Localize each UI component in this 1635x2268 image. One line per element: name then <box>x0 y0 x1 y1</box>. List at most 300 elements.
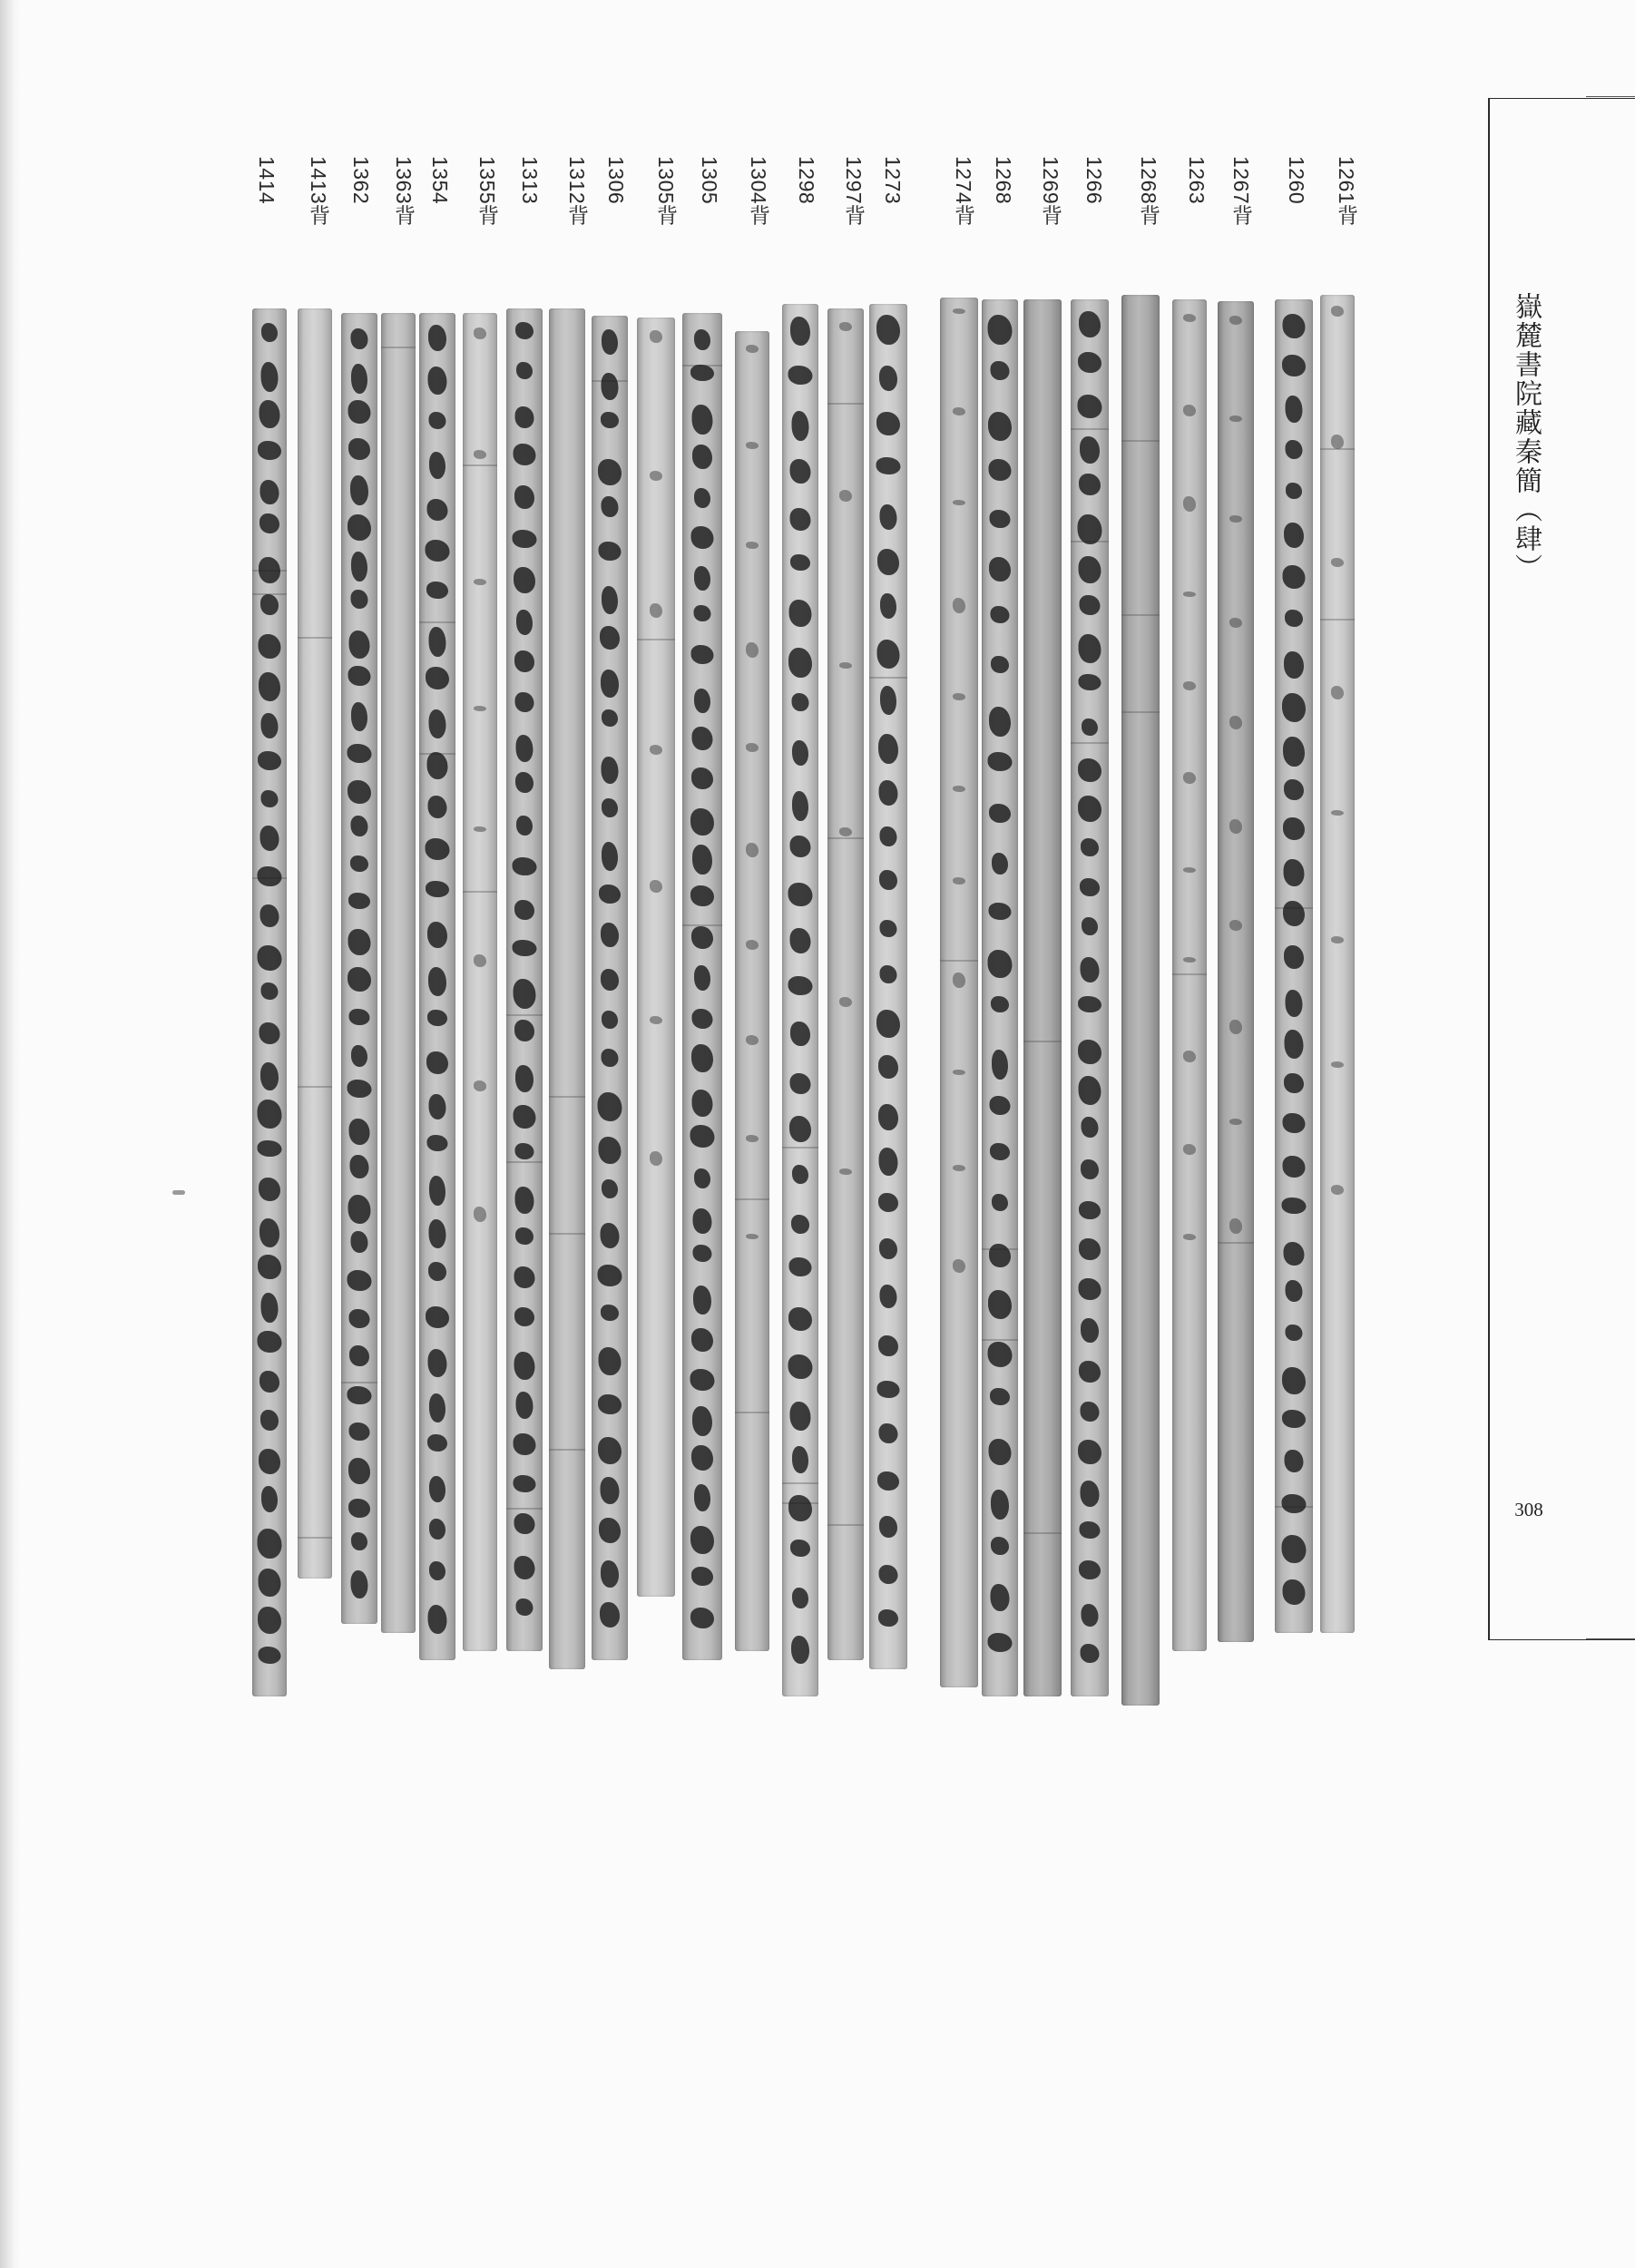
ink-character <box>694 488 710 508</box>
ink-character <box>259 1449 280 1474</box>
ink-character <box>792 1165 808 1184</box>
ink-character <box>1078 796 1101 822</box>
stray-mark <box>172 1190 185 1195</box>
ink-character <box>599 885 621 904</box>
ink-character <box>260 904 279 927</box>
ink-character <box>513 530 537 548</box>
ink-character <box>348 400 371 424</box>
ink-character <box>988 1342 1013 1367</box>
ink-character <box>260 1410 279 1431</box>
slip-grain-line <box>827 1524 864 1526</box>
ink-character <box>650 1151 662 1166</box>
ink-character <box>474 1207 486 1222</box>
ink-character <box>427 1434 447 1452</box>
ink-character <box>259 557 280 583</box>
ink-character <box>348 1499 370 1518</box>
ink-character <box>792 740 808 766</box>
ink-character <box>1283 565 1306 589</box>
ink-character <box>351 552 367 582</box>
slip-grain-line <box>782 1147 818 1149</box>
ink-character <box>602 798 618 817</box>
ink-character <box>351 702 367 731</box>
ink-character <box>1286 483 1302 499</box>
ink-character <box>989 1244 1011 1267</box>
ink-character <box>348 438 370 460</box>
ink-character <box>790 1022 810 1046</box>
ink-character <box>259 513 279 533</box>
ink-character <box>790 836 811 857</box>
ink-character <box>474 327 486 339</box>
ink-character <box>427 1135 448 1151</box>
ink-character <box>261 1293 279 1323</box>
slip-number-label: 1413背 <box>307 156 330 226</box>
ink-character <box>260 594 279 615</box>
ink-character <box>877 640 900 669</box>
slip-grain-line <box>381 347 416 348</box>
ink-character <box>348 929 371 955</box>
ink-character <box>259 672 280 701</box>
ink-character <box>1078 1040 1101 1064</box>
ink-character <box>599 542 622 561</box>
ink-character <box>1283 817 1305 840</box>
slip-grain-line <box>506 1161 543 1163</box>
ink-character <box>988 412 1012 441</box>
slip-grain-line <box>549 1449 585 1451</box>
ink-character <box>348 1195 371 1224</box>
ink-character <box>880 965 897 983</box>
ink-character <box>693 1245 712 1262</box>
ink-character <box>878 1193 898 1212</box>
ink-character <box>258 945 282 971</box>
ink-character <box>426 881 449 897</box>
ink-character <box>1079 1076 1101 1105</box>
ink-character <box>602 373 619 400</box>
ink-character <box>746 442 759 449</box>
ink-character <box>1183 681 1196 690</box>
ink-character <box>258 866 282 886</box>
slip-number-label: 1266 <box>1082 156 1106 205</box>
ink-character <box>690 1526 714 1554</box>
bamboo-slip <box>1320 295 1355 1633</box>
ink-character <box>428 325 446 351</box>
slip-number-label: 1305背 <box>654 156 678 226</box>
ink-character <box>1082 917 1098 935</box>
ink-character <box>258 1607 281 1634</box>
ink-character <box>1081 1318 1099 1343</box>
ink-character <box>991 606 1010 623</box>
slip-grain-line <box>1121 614 1160 616</box>
ink-character <box>694 689 710 713</box>
ink-character <box>746 1135 759 1142</box>
ink-character <box>691 1567 713 1586</box>
ink-character <box>515 772 534 793</box>
slip-grain-line <box>1071 428 1109 430</box>
ink-character <box>693 1208 712 1234</box>
ink-character <box>989 903 1012 920</box>
slip-grain-line <box>1320 619 1355 621</box>
ink-character <box>598 1437 622 1464</box>
ink-character <box>474 706 486 711</box>
ink-character <box>690 1369 715 1391</box>
ink-character <box>514 1020 534 1041</box>
ink-character <box>349 1009 370 1025</box>
ink-character <box>429 452 445 479</box>
ink-character <box>746 345 759 353</box>
ink-character <box>880 593 896 619</box>
ink-character <box>953 500 965 505</box>
bamboo-slip <box>1023 299 1062 1696</box>
ink-character <box>878 734 898 764</box>
ink-character <box>349 1422 370 1441</box>
ink-character <box>879 870 897 890</box>
ink-character <box>691 1445 713 1471</box>
ink-character <box>1082 1604 1099 1627</box>
ink-character <box>1183 591 1196 597</box>
ink-character <box>839 662 852 669</box>
slip-number-label: 1304背 <box>747 156 770 226</box>
ink-character <box>879 1423 898 1443</box>
ink-character <box>601 1477 620 1504</box>
ink-character <box>788 1354 813 1379</box>
ink-character <box>792 693 809 711</box>
ink-character <box>953 973 965 988</box>
bamboo-slip <box>506 308 543 1651</box>
ink-character <box>429 1393 445 1422</box>
ink-character <box>992 1194 1008 1211</box>
ink-character <box>258 1331 282 1353</box>
ink-character <box>427 752 448 779</box>
slip-grain-line <box>506 1014 543 1016</box>
ink-character <box>839 490 852 502</box>
ink-character <box>694 965 710 991</box>
slip-number-label: 1269背 <box>1039 156 1062 226</box>
ink-character <box>789 1116 811 1142</box>
ink-character <box>692 1009 713 1029</box>
ink-character <box>692 405 713 435</box>
ink-character <box>260 480 279 504</box>
ink-character <box>602 1049 619 1067</box>
ink-character <box>880 504 897 530</box>
ink-character <box>261 323 278 342</box>
ink-character <box>991 1584 1010 1611</box>
ink-character <box>1079 311 1101 337</box>
book-title: 嶽麓書院藏秦簡（肆） <box>1510 292 1542 582</box>
ink-character <box>1183 867 1196 873</box>
binding-shadow <box>0 0 20 2268</box>
ink-character <box>690 885 714 906</box>
ink-character <box>1286 396 1303 423</box>
ink-character <box>1331 686 1344 699</box>
ink-character <box>515 322 534 339</box>
ink-character <box>428 1349 447 1377</box>
slip-grain-line <box>1023 1532 1062 1534</box>
slip-grain-line <box>298 1086 332 1088</box>
ink-character <box>788 648 812 678</box>
ink-character <box>1079 556 1101 583</box>
ink-character <box>600 626 620 650</box>
ink-character <box>259 634 281 659</box>
slip-grain-line <box>827 403 864 405</box>
slip-number-label: 1261背 <box>1335 156 1358 226</box>
ink-character <box>880 920 897 937</box>
ink-character <box>989 804 1011 823</box>
ink-character <box>1283 1156 1306 1178</box>
ink-character <box>516 610 533 635</box>
ink-character <box>650 603 662 618</box>
ink-character <box>351 1570 368 1598</box>
ink-character <box>602 757 619 784</box>
ink-character <box>1183 957 1196 963</box>
ink-character <box>429 1094 446 1119</box>
slip-number-label: 1355背 <box>475 156 499 226</box>
ink-character <box>1283 901 1305 926</box>
ink-character <box>1183 405 1196 416</box>
ink-character <box>351 328 368 349</box>
slip-number-label: 1268背 <box>1137 156 1160 226</box>
ink-character <box>602 586 618 614</box>
slip-grain-line <box>463 891 497 893</box>
bamboo-slip <box>381 313 416 1633</box>
slip-number-label: 1274背 <box>952 156 975 226</box>
ink-character <box>1079 674 1101 690</box>
ink-character <box>602 709 618 727</box>
ink-character <box>1079 1278 1101 1300</box>
ink-character <box>879 1565 898 1584</box>
ink-character <box>746 542 759 549</box>
ink-character <box>878 1055 898 1079</box>
ink-character <box>427 922 447 948</box>
ink-character <box>690 365 714 381</box>
ink-character <box>602 842 618 871</box>
ink-character <box>1183 1234 1196 1240</box>
ink-character <box>1229 716 1242 729</box>
bamboo-slip <box>827 308 864 1660</box>
ink-character <box>1284 859 1305 886</box>
ink-character <box>879 780 898 806</box>
ink-character <box>650 880 662 893</box>
bamboo-slip <box>463 313 497 1651</box>
ink-character <box>991 361 1010 380</box>
ink-character <box>602 1179 618 1198</box>
ink-character <box>1079 634 1101 663</box>
ink-character <box>351 1045 367 1067</box>
ink-character <box>602 329 618 355</box>
ink-character <box>694 605 711 621</box>
ink-character <box>474 954 486 967</box>
ink-character <box>692 727 713 750</box>
ink-character <box>839 827 852 836</box>
ink-character <box>348 1386 372 1404</box>
ink-character <box>690 1125 715 1148</box>
ink-character <box>515 406 534 428</box>
ink-character <box>690 808 714 836</box>
ink-character <box>691 767 713 789</box>
bamboo-slip <box>637 318 675 1597</box>
ink-character <box>599 1347 622 1375</box>
ink-character <box>601 1223 620 1248</box>
ink-character <box>988 315 1013 345</box>
ink-character <box>600 1602 620 1628</box>
bamboo-slip <box>869 304 907 1669</box>
ink-character <box>992 853 1008 875</box>
ink-character <box>598 1265 622 1286</box>
ink-character <box>601 1305 619 1321</box>
ink-character <box>514 1475 536 1492</box>
ink-character <box>514 1352 535 1380</box>
ink-character <box>516 1598 534 1616</box>
slip-grain-line <box>735 1412 769 1413</box>
slip-grain-line <box>419 621 455 623</box>
ink-character <box>514 1307 534 1326</box>
bamboo-slip <box>592 316 628 1660</box>
ink-character <box>351 816 368 836</box>
ink-character <box>1080 1521 1101 1539</box>
ink-character <box>790 554 810 571</box>
ink-character <box>1331 306 1344 317</box>
slip-number-label: 1414 <box>255 156 279 205</box>
ink-character <box>1282 693 1306 722</box>
bamboo-slip <box>549 308 585 1669</box>
ink-character <box>650 1016 662 1024</box>
ink-character <box>601 969 619 991</box>
slip-grain-line <box>1218 1242 1254 1244</box>
bamboo-slip <box>1071 299 1109 1696</box>
slip-grain-line <box>1172 973 1207 975</box>
ink-character <box>988 752 1013 771</box>
ink-character <box>515 692 534 712</box>
slip-grain-line <box>1023 1041 1062 1042</box>
ink-character <box>1229 1020 1242 1034</box>
ink-character <box>514 650 534 672</box>
ink-character <box>474 826 486 832</box>
ink-character <box>991 1490 1009 1520</box>
ink-character <box>428 1262 446 1281</box>
slip-number-label: 1268 <box>992 156 1015 205</box>
ink-character <box>876 412 900 435</box>
ink-character <box>601 1560 619 1588</box>
ink-character <box>428 1605 447 1634</box>
slip-grain-line <box>827 837 864 839</box>
ink-character <box>514 1513 535 1534</box>
ink-character <box>1285 1450 1304 1472</box>
ink-character <box>514 1433 536 1455</box>
ink-character <box>880 826 897 846</box>
ink-character <box>691 926 713 949</box>
ink-character <box>1229 920 1242 931</box>
bamboo-slip <box>682 313 722 1660</box>
ink-character <box>348 780 371 804</box>
ink-character <box>1283 314 1306 338</box>
ink-character <box>1078 758 1101 782</box>
ink-character <box>690 1608 714 1628</box>
ink-character <box>515 1227 534 1245</box>
ink-character <box>789 1257 812 1276</box>
bamboo-slip <box>341 313 377 1624</box>
slip-grain-line <box>637 639 675 640</box>
ink-character <box>991 996 1009 1012</box>
ink-character <box>516 735 534 762</box>
slip-number-label: 1267背 <box>1229 156 1253 226</box>
ink-character <box>953 407 965 415</box>
ink-character <box>601 412 619 428</box>
ink-character <box>790 508 811 531</box>
ink-character <box>1283 1113 1306 1133</box>
ink-character <box>598 459 622 485</box>
ink-character <box>990 1096 1011 1115</box>
slip-number-label: 1363背 <box>392 156 416 226</box>
ink-character <box>691 645 714 664</box>
ink-character <box>746 1234 759 1239</box>
ink-character <box>990 1143 1010 1160</box>
ink-character <box>988 950 1013 978</box>
ink-character <box>1081 1159 1099 1179</box>
ink-character <box>953 786 965 792</box>
crop-mark-top <box>1586 96 1635 97</box>
ink-character <box>426 540 450 562</box>
ink-character <box>1284 651 1304 679</box>
ink-character <box>989 557 1011 582</box>
ink-character <box>1079 1201 1101 1219</box>
slip-number-label: 1273 <box>881 156 905 205</box>
ink-character <box>599 1518 621 1543</box>
slip-number-label: 1297背 <box>842 156 866 226</box>
ink-character <box>1286 440 1303 459</box>
slip-grain-line <box>940 960 978 962</box>
ink-character <box>429 1561 445 1580</box>
ink-character <box>1183 1144 1196 1155</box>
slip-grain-line <box>506 1508 543 1510</box>
ink-character <box>692 845 712 875</box>
ink-character <box>514 900 534 920</box>
ink-character <box>1331 435 1344 449</box>
crop-mark-bottom <box>1586 1638 1635 1639</box>
ink-character <box>348 514 371 541</box>
ink-character <box>879 1516 897 1538</box>
ink-character <box>694 566 710 591</box>
ink-character <box>429 1176 445 1206</box>
slip-grain-line <box>298 637 332 639</box>
ink-character <box>426 1051 448 1074</box>
ink-character <box>1229 618 1242 628</box>
ink-character <box>878 1104 898 1130</box>
ink-character <box>879 366 897 391</box>
ink-character <box>1286 1325 1303 1341</box>
ink-character <box>1286 1280 1303 1302</box>
ink-character <box>953 308 965 314</box>
slip-grain-line <box>549 1096 585 1098</box>
ink-character <box>474 1080 486 1091</box>
ink-character <box>348 1080 372 1098</box>
ink-character <box>515 1065 534 1092</box>
ink-character <box>514 567 535 593</box>
ink-character <box>513 857 537 875</box>
ink-character <box>650 745 662 755</box>
ink-character <box>258 1100 282 1129</box>
ink-character <box>989 459 1012 481</box>
ink-character <box>259 1218 279 1247</box>
ink-character <box>1284 1242 1305 1266</box>
ink-character <box>260 1062 279 1090</box>
ink-character <box>1078 352 1101 373</box>
bamboo-slip <box>1275 299 1313 1633</box>
ink-character <box>1079 474 1101 495</box>
ink-character <box>694 329 710 350</box>
ink-character <box>1081 1481 1100 1507</box>
ink-character <box>1286 990 1303 1017</box>
ink-character <box>259 1647 281 1664</box>
ink-character <box>1285 1030 1304 1059</box>
ink-character <box>791 1215 809 1234</box>
